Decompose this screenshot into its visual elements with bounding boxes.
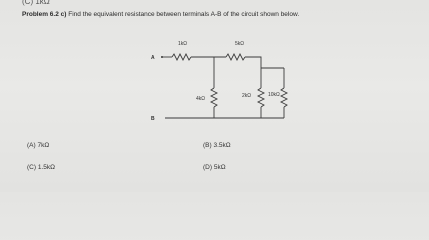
- problem-number: Problem 6.2 c): [22, 11, 67, 18]
- option-a: (A) 7kΩ: [27, 142, 50, 149]
- resistor-5k-label: 5kΩ: [235, 41, 245, 47]
- resistor-4k: [211, 88, 217, 107]
- resistor-4k-label: 4kΩ: [196, 96, 206, 102]
- resistor-5k: [226, 54, 245, 60]
- terminal-a-label: A: [151, 55, 155, 61]
- resistor-1k-label: 1kΩ: [178, 41, 188, 47]
- resistor-10k-label: 10kΩ: [268, 92, 280, 98]
- terminal-b-label: B: [151, 116, 155, 122]
- resistor-10k: [281, 88, 287, 107]
- resistor-1k: [172, 54, 191, 60]
- option-c: (C) 1.5kΩ: [27, 164, 55, 171]
- resistor-2k: [258, 88, 264, 107]
- resistor-2k-label: 2kΩ: [242, 93, 252, 99]
- problem-text: Find the equivalent resistance between terminals A-B of the circuit shown below.: [68, 11, 300, 18]
- option-b: (B) 3.5kΩ: [203, 142, 231, 149]
- previous-answer-option: (C) 1kΩ: [22, 0, 50, 6]
- option-d: (D) 5kΩ: [203, 164, 226, 171]
- wire-r2-to-right-branch: [245, 57, 261, 68]
